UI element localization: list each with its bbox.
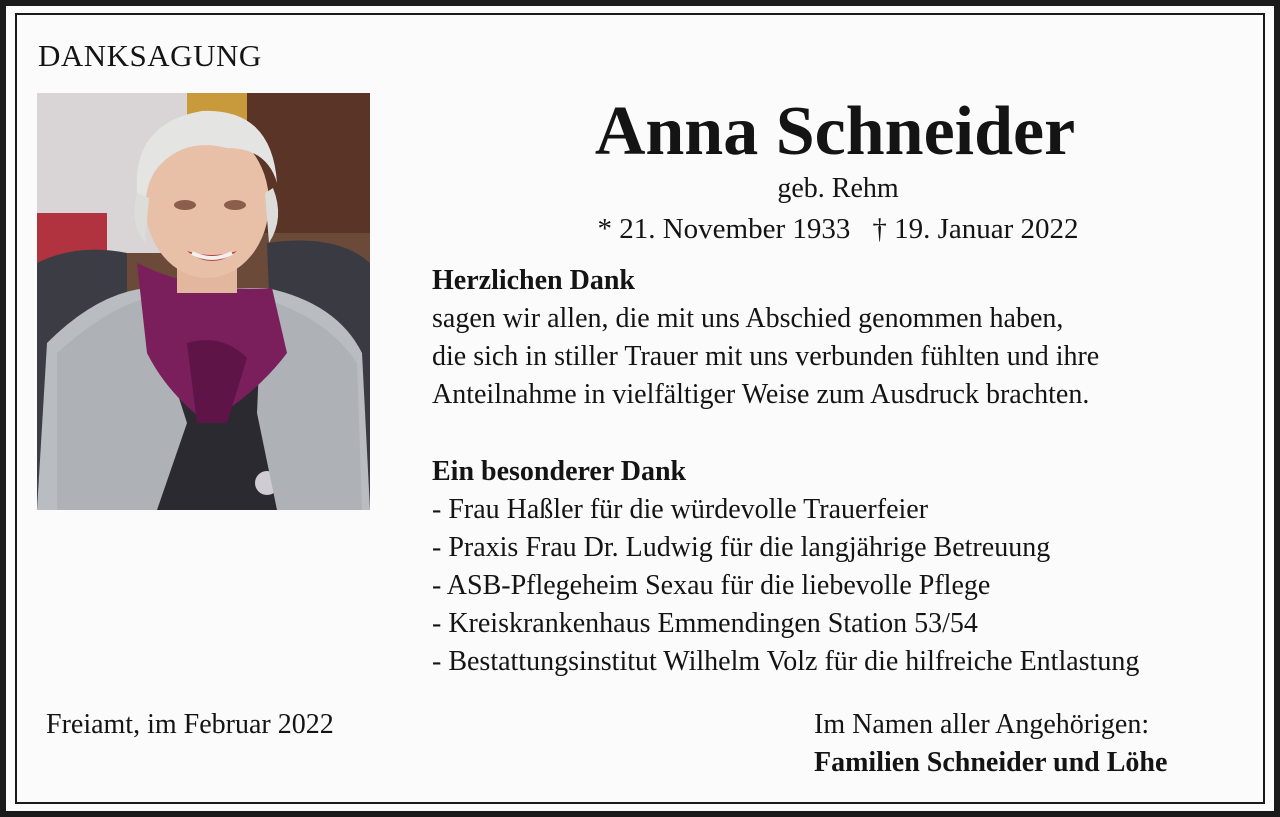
signature-block bbox=[814, 706, 1167, 782]
notice-heading: DANKSAGUNG bbox=[38, 38, 262, 73]
birth-date: * 21. November 1933 bbox=[597, 213, 851, 245]
deceased-name: Anna Schneider bbox=[594, 93, 1076, 170]
portrait-photo bbox=[37, 93, 370, 510]
thanks-line: sagen wir allen, die mit uns Abschied genommen haben, bbox=[432, 303, 1064, 334]
special-thanks-item: - ASB-Pflegeheim Sexau für die liebevolle Pflege bbox=[432, 570, 991, 601]
place-date: Freiamt, im Februar 2022 bbox=[46, 709, 334, 740]
special-thanks-item: - Bestattungsinstitut Wilhelm Volz für die hilfreiche Entlastung bbox=[432, 646, 1140, 677]
thanks-title: Herzlichen Dank bbox=[432, 265, 635, 296]
thanks-section bbox=[432, 262, 1099, 414]
special-thanks-item: - Frau Haßler für die würdevolle Trauerfeier bbox=[432, 494, 929, 525]
special-thanks-item: - Kreiskrankenhaus Emmendingen Station 53/54 bbox=[432, 608, 978, 639]
special-thanks-item: - Praxis Frau Dr. Ludwig für die langjährige Betreuung bbox=[432, 532, 1051, 563]
maiden-name: geb. Rehm bbox=[777, 173, 899, 204]
special-thanks-title: Ein besonderer Dank bbox=[432, 456, 687, 487]
special-thanks-section bbox=[432, 453, 1139, 681]
death-date: † 19. Januar 2022 bbox=[872, 213, 1079, 245]
on-behalf-text: Im Namen aller Angehörigen: bbox=[814, 709, 1150, 740]
life-dates bbox=[430, 212, 1246, 247]
thanks-line: die sich in stiller Trauer mit uns verbunden fühlten und ihre bbox=[432, 341, 1100, 372]
thanks-line: Anteilnahme in vielfältiger Weise zum Ausdruck brachten. bbox=[432, 379, 1090, 410]
family-names: Familien Schneider und Löhe bbox=[814, 747, 1168, 778]
